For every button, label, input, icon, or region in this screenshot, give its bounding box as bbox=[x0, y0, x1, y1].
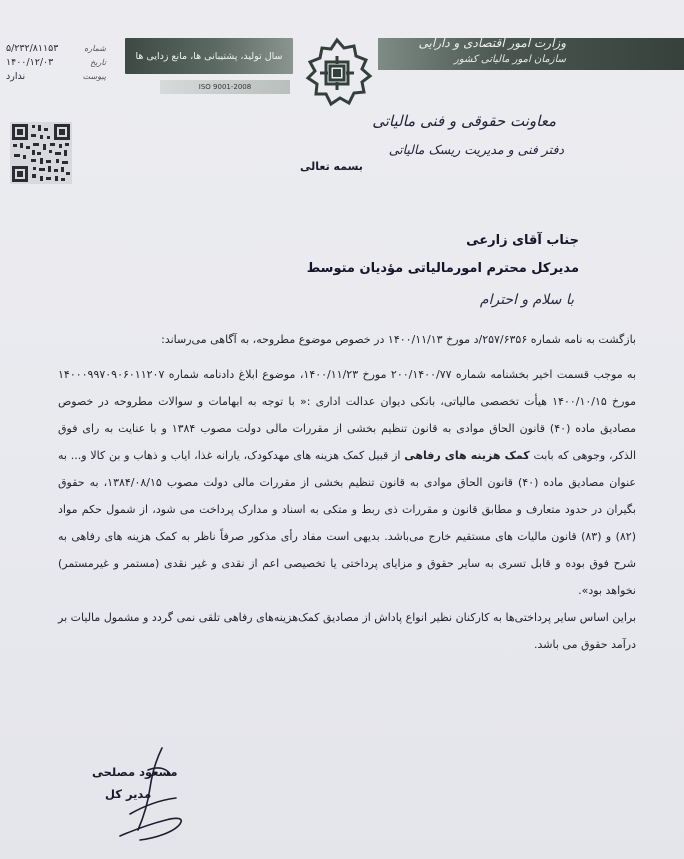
ministry-name: وزارت امور اقتصادی و دارایی bbox=[418, 36, 566, 50]
slogan-banner bbox=[125, 38, 293, 74]
letter-metadata bbox=[6, 42, 106, 84]
greeting: با سلام و احترام bbox=[479, 292, 574, 308]
letter-date-value: ۱۴۰۰/۱۲/۰۳ bbox=[6, 57, 54, 68]
deputy-name: معاونت حقوقی و فنی مالیاتی bbox=[372, 112, 556, 130]
body-paragraph-1: بازگشت به نامه شماره ۲۵۷/۶۳۵۶/د مورخ ۱۴۰۰/۱۱/۱۳ در خصوص موضوع مطروحه، به آگاهی می‌رساند: bbox=[161, 333, 636, 346]
iso-badge bbox=[160, 80, 290, 94]
letter-attachment-label: پیوست bbox=[82, 72, 106, 81]
letter-date-label: تاریخ bbox=[90, 58, 106, 67]
letter-attachment-row bbox=[6, 70, 106, 84]
body-paragraph-2 bbox=[58, 361, 636, 604]
letter-number-row bbox=[6, 42, 106, 56]
signatory-name: مسعود مصلحی bbox=[92, 765, 178, 779]
body-paragraph-2-part-b: از قبیل کمک هزینه های مهدکودک، یارانه غذا، ایاب و ذهاب و بن کالا و... به عنوان مصادیق ماده (۴۰) قانون الحاق موادی به قانون تنظیم بخشی از مقررات مالی دولت مصوب ۱۳۸۴/۰۸/۱۵، به حقوق بگیران در حدود متعارف و مطابق قانون و مقررات ذی ربط و متکی به اسناد و مدارک پرداخت می شود، از شمول حکم مواد (۸۲) و (۸۳) قانون مالیات های مستقیم خارج می‌باشد. بدیهی است مفاد رأی مذکور صرفاً ناظر به کمک هزینه های رفاهی به شرح فوق بوده و قابل تسری به سایر حقوق و مزایای پرداختی یا تخصیصی اعم از نقدی و غیر نقدی (مستمر و غیرمستمر) نخواهد بود». bbox=[58, 449, 636, 597]
qr-code-icon bbox=[10, 122, 72, 184]
letter-number-value: ۵/۲۳۲/۸۱۱۵۳ bbox=[6, 43, 59, 54]
body-paragraph-2-part-a: به موجب قسمت اخیر بخشنامه شماره ۲۰۰/۱۴۰۰/۷۷ مورخ ۱۴۰۰/۱۱/۲۳، موضوع ابلاغ دادنامه شماره ۱۴۰۰۰۹۹۷۰۹۰۶۰۱۱۲۰۷ مورخ ۱۴۰۰/۱۰/۱۵ هیأت تخصصی مالیاتی، بانکی دیوان عدالت اداری :« با توجه به ابهامات و سوالات مطروحه در خصوص مصادیق ماده (۴۰) قانون الحاق موادی به قانون تنظیم بخشی از مقررات مالی دولت مصوب ۱۳۸۴ و با عنایت به رای فوق الذکر، وجوهی که بابت bbox=[58, 368, 637, 462]
addressee-name: جناب آقای زارعی bbox=[466, 233, 579, 248]
office-name: دفتر فنی و مدیریت ریسک مالیاتی bbox=[388, 142, 564, 157]
organization-name: سازمان امور مالیاتی کشور bbox=[454, 54, 566, 65]
slogan-text: سال تولید، پشتیبانی ها، مانع زدایی ها bbox=[135, 50, 283, 62]
tax-organization-emblem-icon bbox=[300, 36, 374, 110]
body-paragraph-2-emphasis: کمک هزینه های رفاهی bbox=[404, 449, 530, 462]
iso-text: ISO 9001-2008 bbox=[198, 83, 252, 91]
addressee-title: مدیرکل محترم امورمالیاتی مؤدیان متوسط bbox=[306, 261, 579, 276]
letter-date-row bbox=[6, 56, 106, 70]
body-paragraph-3: براین اساس سایر پرداختی‌ها به کارکنان نظیر انواع پاداش از مصادیق کمک‌هزینه‌های رفاهی تلقی نمی گردد و مشمول مالیات بر درآمد حقوق می باشد. bbox=[58, 611, 636, 651]
letter-body bbox=[58, 326, 636, 658]
signatory-title: مدیر کل bbox=[105, 787, 152, 801]
bismillah-heading: بسمه تعالی bbox=[300, 160, 363, 173]
letter-attachment-value: ندارد bbox=[6, 71, 26, 82]
letter-number-label: شماره bbox=[84, 44, 106, 53]
